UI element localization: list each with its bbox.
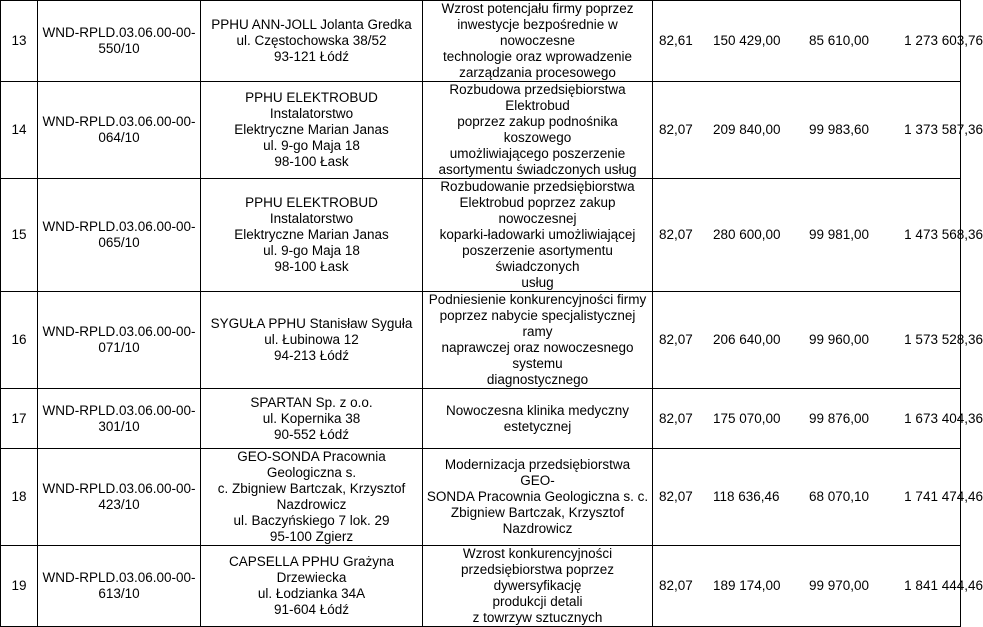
beneficiary-line: c. Zbigniew Bartczak, Krzysztof: [217, 481, 406, 496]
table-row: [1, 292, 961, 389]
beneficiary-cell: [201, 179, 423, 292]
beneficiary-line: ul. Kopernika 38: [262, 410, 361, 426]
score-value: 82,07: [659, 227, 693, 242]
title-line: SONDA Pracownia Geologiczna s. c.: [426, 489, 649, 504]
grant-value: 99 983,60: [809, 122, 870, 137]
total-cost-value: 189 174,00: [713, 578, 781, 593]
beneficiary-line: PPHU ANN-JOLL Jolanta Gredka: [211, 17, 412, 32]
project-title: [423, 546, 653, 627]
code-line: WND-RPLD.03.06.00-00-: [42, 219, 196, 234]
beneficiary-line: ul. Łubinowa 12: [264, 332, 359, 347]
score-value: 82,61: [659, 33, 693, 48]
code-line: WND-RPLD.03.06.00-00-: [42, 114, 196, 129]
code-line: WND-RPLD.03.06.00-00-: [42, 402, 196, 418]
title-line: Rozbudowa przedsiębiorstwa Elektrobud: [449, 82, 626, 113]
beneficiary-line: Elektryczne Marian Janas: [234, 122, 389, 137]
total-cost-value: 150 429,00: [713, 33, 781, 48]
title-line: usług: [521, 275, 554, 290]
total-cost-value: 280 600,00: [713, 227, 781, 242]
beneficiary-line: ul. 9-go Maja 18: [263, 138, 360, 153]
row-number: 15: [1, 179, 38, 292]
score-value: 82,07: [659, 332, 693, 347]
score-value: 82,07: [659, 122, 693, 137]
beneficiary-line: Elektryczne Marian Janas: [234, 227, 389, 242]
grant-value: 99 981,00: [809, 227, 870, 242]
title-line: estetycznej: [503, 418, 572, 434]
beneficiary-cell: [201, 82, 423, 179]
title-line: diagnostycznego: [486, 372, 589, 387]
values-cell: [653, 449, 983, 546]
grant-value: 68 070,10: [809, 489, 870, 504]
title-line: naprawczej oraz nowoczesnego systemu: [441, 340, 634, 371]
beneficiary-line: 98-100 Łask: [274, 259, 349, 274]
title-line: Wzrost potencjału firmy poprzez: [441, 1, 634, 16]
score-value: 82,07: [659, 578, 693, 593]
table-row: [1, 179, 961, 292]
beneficiary-cell: [201, 292, 423, 389]
code-line: WND-RPLD.03.06.00-00-: [42, 25, 196, 40]
grant-value: 99 970,00: [809, 578, 870, 593]
total-cost-value: 206 640,00: [713, 332, 781, 347]
code-line: 423/10: [98, 497, 140, 512]
beneficiary-line: 95-100 Zgierz: [269, 529, 354, 544]
title-line: asortymentu świadczonych usług: [438, 162, 637, 177]
application-number: [38, 389, 201, 449]
table-row: [1, 449, 961, 546]
values-cell: [653, 546, 983, 627]
grant-value: 99 960,00: [809, 332, 870, 347]
code-line: 065/10: [98, 235, 140, 250]
cumulative-value: 1 373 587,36: [904, 122, 983, 137]
code-line: 550/10: [98, 41, 140, 56]
score-value: 82,07: [659, 489, 693, 504]
beneficiary-cell: [201, 546, 423, 627]
values-cell: [653, 82, 983, 179]
title-line: Zbigniew Bartczak, Krzysztof Nazdrowicz: [450, 505, 625, 536]
application-number: [38, 546, 201, 627]
cumulative-value: 1 473 568,36: [904, 227, 983, 242]
title-line: technologie oraz wprowadzenie: [442, 49, 633, 64]
title-line: Wzrost konkurencyjności: [462, 546, 613, 561]
title-line: inwestycje bezpośrednie w nowoczesne: [457, 17, 618, 48]
row-number: 19: [1, 546, 38, 627]
application-number: [38, 292, 201, 389]
cumulative-value: 1 841 444,46: [904, 578, 983, 593]
values-cell: [653, 179, 983, 292]
grant-value: 85 610,00: [809, 33, 870, 48]
project-title: [423, 179, 653, 292]
code-line: 613/10: [98, 586, 140, 601]
code-line: WND-RPLD.03.06.00-00-: [42, 481, 196, 496]
code-line: 301/10: [98, 418, 140, 434]
project-title: [423, 82, 653, 179]
beneficiary-line: SPARTAN Sp. z o.o.: [250, 394, 373, 410]
table-row: [1, 389, 961, 449]
code-line: 071/10: [98, 340, 140, 355]
project-title: [423, 449, 653, 546]
project-title: [423, 389, 653, 449]
application-number: [38, 82, 201, 179]
beneficiary-line: ul. Baczyńskiego 7 lok. 29: [233, 513, 390, 528]
title-line: Nowoczesna klinika medyczny: [445, 402, 630, 418]
cumulative-value: 1 673 404,36: [904, 410, 983, 426]
application-number: [38, 179, 201, 292]
beneficiary-line: 91-604 Łódź: [273, 602, 350, 617]
code-line: WND-RPLD.03.06.00-00-: [42, 324, 196, 339]
total-cost-value: 118 636,46: [713, 489, 780, 504]
beneficiary-cell: [201, 1, 423, 82]
beneficiary-cell: [201, 449, 423, 546]
title-line: poprzez nabycie specjalistycznej ramy: [439, 308, 636, 339]
title-line: zarządzania procesowego: [459, 65, 616, 80]
score-value: 82,07: [659, 410, 693, 426]
title-line: przedsiębiorstwa poprzez dywersyfikację: [460, 562, 615, 593]
title-line: Modernizacja przedsiębiorstwa GEO-: [444, 457, 631, 488]
table-row: [1, 1, 961, 82]
table-row: [1, 82, 961, 179]
application-number: [38, 449, 201, 546]
cumulative-value: 1 273 603,76: [904, 33, 983, 48]
beneficiary-line: PPHU ELEKTROBUD Instalatorstwo: [245, 195, 378, 226]
beneficiary-line: CAPSELLA PPHU Grażyna Drzewiecka: [228, 554, 395, 585]
cumulative-value: 1 573 528,36: [904, 332, 983, 347]
values-cell: [653, 389, 983, 449]
beneficiary-line: GEO-SONDA Pracownia Geologiczna s.: [237, 449, 386, 480]
values-cell: [653, 1, 983, 82]
title-line: produkcji detali: [492, 594, 583, 609]
total-cost-value: 175 070,00: [713, 410, 781, 426]
beneficiary-cell: [201, 389, 423, 449]
title-line: koparki-ładowarki umożliwiającej: [439, 227, 636, 242]
beneficiary-line: ul. Łodzianka 34A: [257, 586, 366, 601]
row-number: 14: [1, 82, 38, 179]
beneficiary-line: Nazdrowicz: [276, 497, 347, 512]
title-line: Podniesienie konkurencyjności firmy: [428, 292, 647, 307]
code-line: 064/10: [98, 130, 140, 145]
row-number: 16: [1, 292, 38, 389]
total-cost-value: 209 840,00: [713, 122, 781, 137]
beneficiary-line: 94-213 Łódź: [273, 348, 350, 363]
cumulative-value: 1 741 474,46: [904, 489, 983, 504]
beneficiary-line: 93-121 Łódź: [273, 49, 350, 64]
beneficiary-line: ul. 9-go Maja 18: [263, 243, 360, 258]
project-title: [423, 1, 653, 82]
beneficiary-line: PPHU ELEKTROBUD Instalatorstwo: [245, 90, 378, 121]
title-line: poprzez zakup podnośnika koszowego: [457, 114, 618, 145]
title-line: Elektrobud poprzez zakup nowoczesnej: [459, 195, 616, 226]
title-line: poszerzenie asortymentu świadczonych: [462, 243, 613, 274]
row-number: 18: [1, 449, 38, 546]
grant-value: 99 876,00: [809, 410, 870, 426]
values-cell: [653, 292, 983, 389]
project-title: [423, 292, 653, 389]
application-number: [38, 1, 201, 82]
row-number: 13: [1, 1, 38, 82]
table-row: [1, 546, 961, 627]
title-line: umożliwiającego poszerzenie: [449, 146, 626, 161]
beneficiary-line: 90-552 Łódź: [273, 426, 350, 442]
beneficiary-line: ul. Częstochowska 38/52: [236, 33, 387, 48]
title-line: Rozbudowanie przedsiębiorstwa: [440, 179, 635, 194]
beneficiary-line: 98-100 Łask: [274, 154, 349, 169]
row-number: 17: [1, 389, 38, 449]
code-line: WND-RPLD.03.06.00-00-: [42, 570, 196, 585]
beneficiary-line: SYGUŁA PPHU Stanisław Syguła: [210, 316, 413, 331]
title-line: z towrzyw sztucznych: [472, 610, 603, 625]
